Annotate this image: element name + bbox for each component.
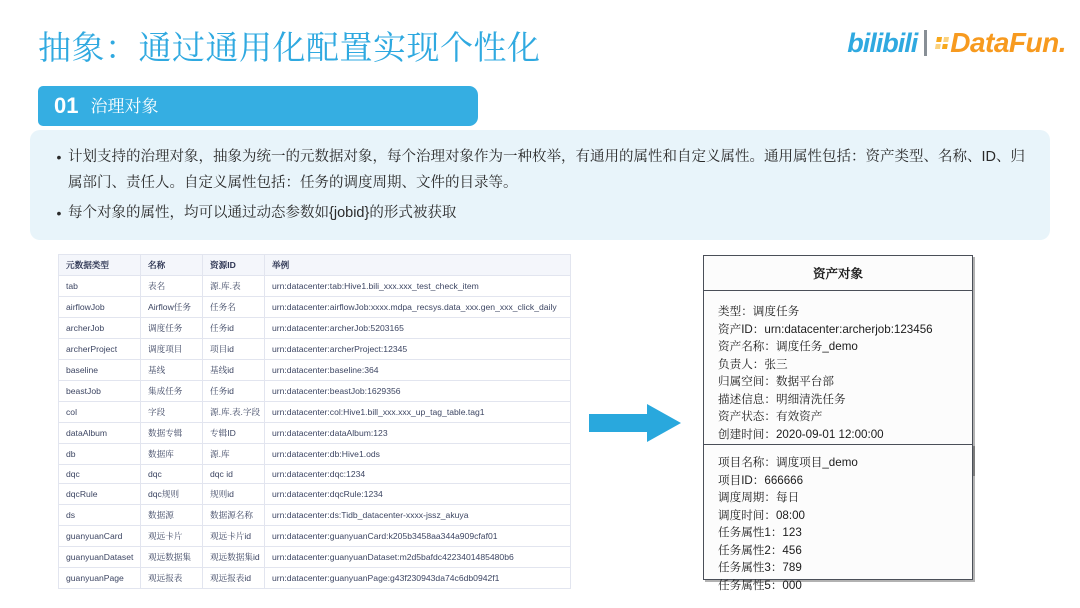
cell-resource-id: 观远卡片id bbox=[203, 526, 265, 547]
asset-attribute-line: 归属空间：数据平台部 bbox=[718, 375, 834, 388]
bilibili-logo: bilibili bbox=[847, 27, 918, 58]
cell-resource-id: 任务id bbox=[203, 318, 265, 339]
cell-example: urn:datacenter:guanyuanCard:k205b3458aa344a909cfaf01 bbox=[265, 526, 571, 547]
cell-resource-id: 基线id bbox=[203, 360, 265, 381]
column-header-metadata-type: 元数据类型 bbox=[59, 255, 141, 276]
metadata-type-table bbox=[58, 254, 571, 589]
list-item bbox=[50, 144, 1030, 196]
table-row bbox=[59, 484, 571, 505]
asset-attribute-line: 任务属性5：000 bbox=[718, 578, 802, 592]
table-body bbox=[59, 276, 571, 589]
table-row bbox=[59, 318, 571, 339]
cell-metadata-type: airflowJob bbox=[59, 297, 141, 318]
cell-example: urn:datacenter:guanyuanDataset:m2d5bafdc4223401485480b6 bbox=[265, 547, 571, 568]
cell-name: 观远卡片 bbox=[141, 526, 203, 547]
cell-resource-id: 源.库 bbox=[203, 444, 265, 465]
brand-logos bbox=[847, 26, 1066, 60]
cell-example: urn:datacenter:airflowJob:xxxx.mdpa_recsys.data_xxx.gen_xxx_click_daily bbox=[265, 297, 571, 318]
table-row bbox=[59, 297, 571, 318]
cell-example: urn:datacenter:ds:Tidb_datacenter-xxxx-jssz_akuya bbox=[265, 505, 571, 526]
cell-metadata-type: db bbox=[59, 444, 141, 465]
cell-metadata-type: ds bbox=[59, 505, 141, 526]
asset-attribute-line: 资产ID：urn:datacenter:archerjob:123456 bbox=[718, 322, 933, 336]
cell-metadata-type: guanyuanDataset bbox=[59, 547, 141, 568]
cell-resource-id: 任务名 bbox=[203, 297, 265, 318]
cell-metadata-type: archerProject bbox=[59, 339, 141, 360]
section-label: 治理对象 bbox=[90, 96, 159, 116]
cell-name: 表名 bbox=[141, 276, 203, 297]
cell-metadata-type: guanyuanPage bbox=[59, 568, 141, 589]
cell-example: urn:datacenter:archerJob:5203165 bbox=[265, 318, 571, 339]
cell-name: 集成任务 bbox=[141, 381, 203, 402]
cell-example: urn:datacenter:beastJob:1629356 bbox=[265, 381, 571, 402]
asset-object-card bbox=[703, 255, 973, 474]
asset-attribute-line: 任务属性2：456 bbox=[718, 543, 802, 557]
cell-name: 调度任务 bbox=[141, 318, 203, 339]
cell-resource-id: 任务id bbox=[203, 381, 265, 402]
cell-resource-id: 观远数据集id bbox=[203, 547, 265, 568]
cell-resource-id: 项目id bbox=[203, 339, 265, 360]
asset-attribute-line: 创建时间：2020-09-01 12:00:00 bbox=[718, 427, 884, 441]
cell-example: urn:datacenter:dqcRule:1234 bbox=[265, 484, 571, 505]
brand-separator bbox=[924, 30, 927, 56]
table-row bbox=[59, 339, 571, 360]
asset-attribute-line: 描述信息：明细清洗任务 bbox=[718, 392, 846, 406]
cell-metadata-type: tab bbox=[59, 276, 141, 297]
asset-attribute-line: 类型：调度任务 bbox=[718, 305, 800, 318]
cell-name: 字段 bbox=[141, 402, 203, 423]
table-row bbox=[59, 547, 571, 568]
right-arrow-icon bbox=[589, 404, 681, 442]
section-header-bar bbox=[38, 86, 478, 126]
cell-resource-id: 源.库.表 bbox=[203, 276, 265, 297]
cell-resource-id: 观远报表id bbox=[203, 568, 265, 589]
asset-card-title: 资产对象 bbox=[704, 256, 972, 291]
cell-example: urn:datacenter:db:Hive1.ods bbox=[265, 444, 571, 465]
column-header-name: 名称 bbox=[141, 255, 203, 276]
cell-name: 观远数据集 bbox=[141, 547, 203, 568]
datafun-dots-icon bbox=[935, 37, 949, 49]
cell-name: dqc规则 bbox=[141, 484, 203, 505]
table-row bbox=[59, 423, 571, 444]
bullet-panel bbox=[30, 130, 1050, 240]
page-title: 抽象：通过通用化配置实现个性化 bbox=[38, 29, 541, 66]
cell-example: urn:datacenter:baseline:364 bbox=[265, 360, 571, 381]
cell-example: urn:datacenter:archerProject:12345 bbox=[265, 339, 571, 360]
cell-metadata-type: baseline bbox=[59, 360, 141, 381]
cell-metadata-type: col bbox=[59, 402, 141, 423]
cell-metadata-type: guanyuanCard bbox=[59, 526, 141, 547]
cell-metadata-type: dataAlbum bbox=[59, 423, 141, 444]
asset-attribute-line: 调度时间：08:00 bbox=[718, 508, 805, 522]
table-row bbox=[59, 402, 571, 423]
cell-name: 数据源 bbox=[141, 505, 203, 526]
asset-attribute-line: 资产状态：有效资产 bbox=[718, 410, 823, 423]
column-header-resource-id: 资源ID bbox=[203, 255, 265, 276]
table-row bbox=[59, 568, 571, 589]
table-row bbox=[59, 526, 571, 547]
asset-attribute-line: 负责人：张三 bbox=[718, 357, 788, 371]
cell-name: 数据库 bbox=[141, 444, 203, 465]
bullet-text: 每个对象的属性，均可以通过动态参数如{jobid}的形式被获取 bbox=[68, 205, 457, 221]
table-row bbox=[59, 381, 571, 402]
cell-example: urn:datacenter:dqc:1234 bbox=[265, 465, 571, 484]
cell-resource-id: 规则id bbox=[203, 484, 265, 505]
list-item bbox=[50, 200, 1030, 226]
cell-resource-id: 数据源名称 bbox=[203, 505, 265, 526]
bullet-text: 计划支持的治理对象，抽象为统一的元数据对象，每个治理对象作为一种枚举，有通用的属性和自定义属性。通用属性包括：资产类型、名称、ID、归属部门、责任人。自定义属性包括：任务的调度周期、文件的目录等。 bbox=[68, 149, 1025, 191]
cell-metadata-type: beastJob bbox=[59, 381, 141, 402]
cell-example: urn:datacenter:dataAlbum:123 bbox=[265, 423, 571, 444]
asset-attribute-line: 任务属性3：789 bbox=[718, 561, 802, 574]
column-header-example: 举例 bbox=[265, 255, 571, 276]
cell-metadata-type: archerJob bbox=[59, 318, 141, 339]
table-header-row bbox=[59, 255, 571, 276]
asset-attribute-line: 项目ID：666666 bbox=[718, 473, 804, 487]
bullet-marker-icon: • bbox=[56, 149, 62, 165]
cell-example: urn:datacenter:col:Hive1.bill_xxx.xxx_up_tag_table.tag1 bbox=[265, 402, 571, 423]
cell-resource-id: 专辑ID bbox=[203, 423, 265, 444]
cell-resource-id: dqc id bbox=[203, 465, 265, 484]
cell-name: 观远报表 bbox=[141, 568, 203, 589]
cell-name: dqc bbox=[141, 465, 203, 484]
asset-attribute-line: 调度周期：每日 bbox=[718, 491, 800, 504]
cell-metadata-type: dqc bbox=[59, 465, 141, 484]
table-row bbox=[59, 465, 571, 484]
cell-example: urn:datacenter:tab:Hive1.bili_xxx.xxx_test_check_item bbox=[265, 276, 571, 297]
asset-attribute-line: 资产名称：调度任务_demo bbox=[718, 340, 858, 353]
cell-resource-id: 源.库.表.字段 bbox=[203, 402, 265, 423]
cell-example: urn:datacenter:guanyuanPage:g43f230943da74c6db0942f1 bbox=[265, 568, 571, 589]
section-number: 01 bbox=[54, 93, 79, 118]
cell-metadata-type: dqcRule bbox=[59, 484, 141, 505]
cell-name: Airflow任务 bbox=[141, 297, 203, 318]
bullet-marker-icon: • bbox=[56, 205, 62, 221]
table-row bbox=[59, 276, 571, 297]
asset-attribute-line: 项目名称：调度项目_demo bbox=[718, 456, 858, 469]
asset-object-card-secondary bbox=[703, 444, 973, 592]
table-row bbox=[59, 505, 571, 526]
cell-name: 调度项目 bbox=[141, 339, 203, 360]
datafun-logo: DataFun. bbox=[950, 27, 1066, 58]
asset-attribute-line: 任务属性1：123 bbox=[718, 526, 802, 539]
cell-name: 基线 bbox=[141, 360, 203, 381]
cell-name: 数据专辑 bbox=[141, 423, 203, 444]
table-row bbox=[59, 360, 571, 381]
table-row bbox=[59, 444, 571, 465]
